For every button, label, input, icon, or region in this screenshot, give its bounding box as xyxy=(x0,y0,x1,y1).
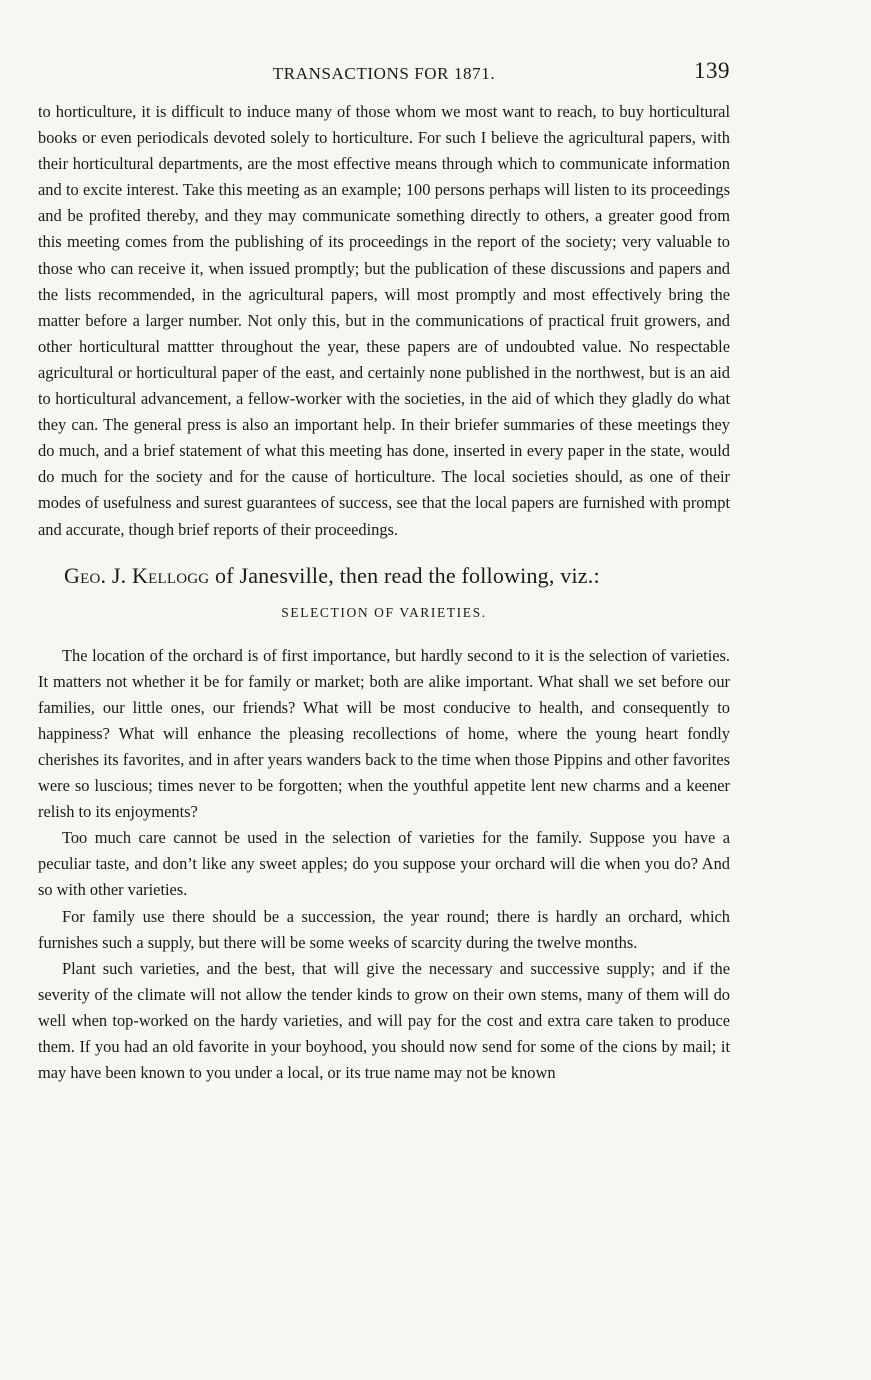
running-head xyxy=(38,58,730,92)
section-heading: SELECTION OF VARIETIES. xyxy=(281,604,487,620)
speaker-name: Geo. J. Kellogg xyxy=(64,562,210,588)
paragraph-continued: to horticulture, it is difficult to induce many of those whom we most want to reach, to buy horticultural books or even periodicals devoted solely to horticulture. For such I believe the agricultural papers, with their horticultural departments, are the most effective means through which to communicate information and to excite interest. Take this meeting as an example; 100 persons perhaps will listen to its proceedings and be profited thereby, and they may communicate something directly to others, a greater good from this meeting comes from the publishing of its proceedings in the report of the society; very valuable to those who can receive it, when issued promptly; but the publication of these discussions and papers and the lists recommended, in the agricultural papers, will most promptly and most effectively bring the matter before a larger number. Not only this, but in the communications of practical fruit growers, and other horticultural mattter throughout the year, these papers are of undoubted value. No respectable agricultural or horticultural paper of the east, and certainly none published in the northwest, but is an aid to horticultural advancement, a fellow-worker with the societies, in the aid of which they gladly do what they can. The general press is also an important help. In their briefer summaries of these meetings they do much, and a brief statement of what this meeting has done, inserted in every paper in the state, would do much for the society and for the cause of horticulture. The local societies should, as one of their modes of usefulness and surest guarantees of success, see that the local papers are furnished with prompt and accurate, though brief reports of their proceedings. xyxy=(38,102,730,539)
page-number: 139 xyxy=(694,58,730,83)
body-text xyxy=(38,99,730,1086)
paragraph: Plant such varieties, and the best, that will give the necessary and successive supply; and if the severity of the climate will not allow the tender kinds to grow on their own stems, many of them will do well when top-worked on the hardy varieties, and will pay for the cost and extra care taken to produce them. If you had an old favorite in your boyhood, you should now send for some of the cions by mail; it may have been known to you under a local, or its true name may not be known xyxy=(38,958,730,1083)
speaker-line xyxy=(64,561,730,591)
running-title: TRANSACTIONS FOR 1871. xyxy=(272,64,496,83)
paragraph: For family use there should be a succession, the year round; there is hardly an orchard, which furnishes such a supply, but there will be some weeks of scarcity during the twelve months. xyxy=(38,906,730,952)
paragraph: Too much care cannot be used in the selection of varieties for the family. Suppose you have a peculiar taste, and don’t like any sweet apples; do you suppose your orchard will die when you do? And so with other varieties. xyxy=(38,828,730,900)
speaker-intro: of Janesville, then read the following, viz.: xyxy=(209,562,600,588)
paragraph: The location of the orchard is of first importance, but hardly second to it is the selection of varieties. It matters not whether it be for family or market; both are alike important. What shall we set before our families, our little ones, our friends? What will be most conducive to health, and consequently to happiness? What will enhance the pleasing recollections of home, where the young heart fondly cherishes its favorites, and in after years wanders back to the time when those Pippins and other favorites were so luscious; times never to be forgotten; when the youthful appetite lent new charms and a keener relish to its enjoyments? xyxy=(38,645,730,822)
